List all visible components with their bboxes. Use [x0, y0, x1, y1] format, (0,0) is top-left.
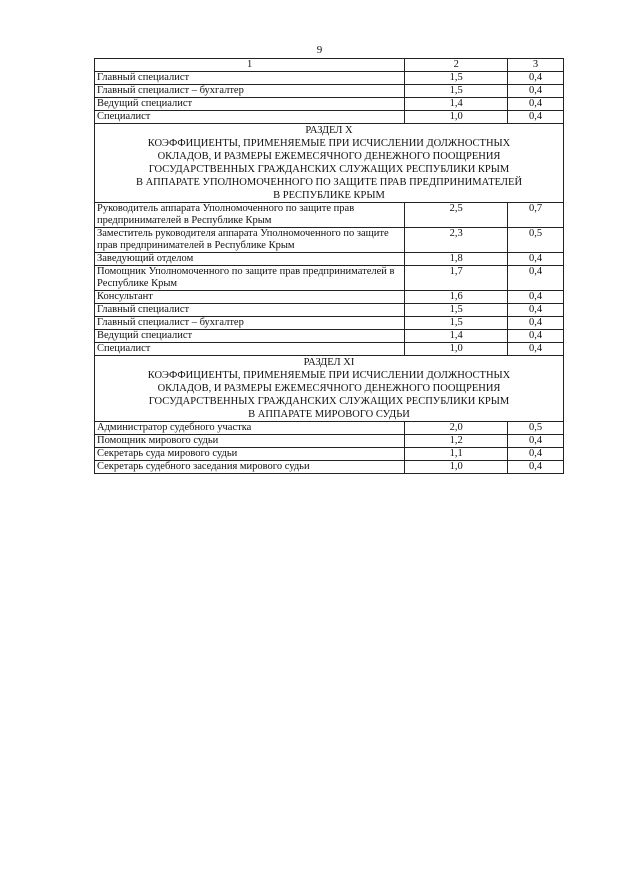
coefficient-cell: 1,0: [405, 343, 508, 356]
section-xi-header: [95, 356, 564, 422]
position-cell: Помощник мирового судьи: [95, 435, 405, 448]
table-header-row: [95, 59, 564, 72]
bonus-cell: 0,4: [508, 435, 564, 448]
coefficient-cell: 2,0: [405, 422, 508, 435]
table-row: [95, 111, 564, 124]
position-cell: Главный специалист: [95, 304, 405, 317]
table-row: [95, 304, 564, 317]
position-cell: Секретарь суда мирового судьи: [95, 448, 405, 461]
section-heading: КОЭФФИЦИЕНТЫ, ПРИМЕНЯЕМЫЕ ПРИ ИСЧИСЛЕНИИ ДОЛЖНОСТНЫХ ОКЛАДОВ, И РАЗМЕРЫ ЕЖЕМЕСЯЧНОГО ДЕНЕЖНОГО ПООЩРЕНИЯ ГОСУДАРСТВЕННЫХ ГРАЖДАНСКИХ СЛУЖАЩИХ РЕСПУБЛИКИ КРЫМ В АППАРАТЕ МИРОВОГО СУДЬИ: [147, 370, 511, 420]
section-x-header: [95, 124, 564, 203]
coefficient-cell: 1,5: [405, 304, 508, 317]
table-row: [95, 317, 564, 330]
coefficient-cell: 1,0: [405, 111, 508, 124]
bonus-cell: 0,4: [508, 461, 564, 474]
bonus-cell: 0,4: [508, 266, 564, 291]
position-cell: Помощник Уполномоченного по защите прав предпринимателей в Республике Крым: [95, 266, 405, 291]
position-cell: Ведущий специалист: [95, 98, 405, 111]
header-col-3: 3: [508, 59, 564, 72]
coefficient-cell: 1,5: [405, 317, 508, 330]
bonus-cell: 0,4: [508, 330, 564, 343]
position-cell: Специалист: [95, 111, 405, 124]
table-row: [95, 330, 564, 343]
position-cell: Главный специалист – бухгалтер: [95, 85, 405, 98]
section-title: РАЗДЕЛ X: [305, 125, 353, 136]
position-cell: Главный специалист – бухгалтер: [95, 317, 405, 330]
position-cell: Консультант: [95, 291, 405, 304]
table-row: [95, 98, 564, 111]
bonus-cell: 0,4: [508, 98, 564, 111]
position-cell: Главный специалист: [95, 72, 405, 85]
coefficient-cell: 2,3: [405, 228, 508, 253]
table-row: [95, 435, 564, 448]
coefficient-cell: 1,5: [405, 72, 508, 85]
coefficient-cell: 1,4: [405, 98, 508, 111]
position-cell: Специалист: [95, 343, 405, 356]
coefficient-cell: 1,5: [405, 85, 508, 98]
table-row: [95, 72, 564, 85]
coefficient-cell: 1,7: [405, 266, 508, 291]
bonus-cell: 0,4: [508, 317, 564, 330]
coefficient-cell: 1,1: [405, 448, 508, 461]
position-cell: Администратор судебного участка: [95, 422, 405, 435]
position-cell: Заведующий отделом: [95, 253, 405, 266]
bonus-cell: 0,4: [508, 343, 564, 356]
bonus-cell: 0,5: [508, 422, 564, 435]
table-row: [95, 461, 564, 474]
table-row: [95, 228, 564, 253]
table-row: [95, 266, 564, 291]
table-row: [95, 85, 564, 98]
bonus-cell: 0,4: [508, 291, 564, 304]
position-cell: Секретарь судебного заседания мирового судьи: [95, 461, 405, 474]
table-row: [95, 253, 564, 266]
coefficients-table: [94, 58, 564, 474]
table-row: [95, 422, 564, 435]
coefficient-cell: 1,6: [405, 291, 508, 304]
table-row: [95, 343, 564, 356]
bonus-cell: 0,5: [508, 228, 564, 253]
bonus-cell: 0,4: [508, 253, 564, 266]
table-row: [95, 448, 564, 461]
page-number: 9: [316, 44, 323, 56]
bonus-cell: 0,4: [508, 85, 564, 98]
bonus-cell: 0,4: [508, 111, 564, 124]
coefficient-cell: 1,2: [405, 435, 508, 448]
table-body: [95, 59, 564, 474]
section-heading: КОЭФФИЦИЕНТЫ, ПРИМЕНЯЕМЫЕ ПРИ ИСЧИСЛЕНИИ ДОЛЖНОСТНЫХ ОКЛАДОВ, И РАЗМЕРЫ ЕЖЕМЕСЯЧНОГО ДЕНЕЖНОГО ПООЩРЕНИЯ ГОСУДАРСТВЕННЫХ ГРАЖДАНСКИХ СЛУЖАЩИХ РЕСПУБЛИКИ КРЫМ В АППАРАТЕ УПОЛНОМОЧЕННОГО ПО ЗАЩИТЕ ПРАВ ПРЕДПРИНИМАТЕЛЕЙ В РЕСПУБЛИКЕ КРЫМ: [135, 138, 523, 201]
coefficient-cell: 1,8: [405, 253, 508, 266]
table-row: [95, 203, 564, 228]
section-title: РАЗДЕЛ XI: [303, 357, 355, 368]
bonus-cell: 0,4: [508, 304, 564, 317]
bonus-cell: 0,4: [508, 448, 564, 461]
table-row: [95, 291, 564, 304]
coefficient-cell: 1,4: [405, 330, 508, 343]
position-cell: Заместитель руководителя аппарата Уполномоченного по защите прав предпринимателей в Республике Крым: [95, 228, 405, 253]
position-cell: Руководитель аппарата Уполномоченного по защите прав предпринимателей в Республике Крым: [95, 203, 405, 228]
coefficient-cell: 2,5: [405, 203, 508, 228]
position-cell: Ведущий специалист: [95, 330, 405, 343]
coefficient-cell: 1,0: [405, 461, 508, 474]
header-col-1: 1: [95, 59, 405, 72]
bonus-cell: 0,4: [508, 72, 564, 85]
header-col-2: 2: [405, 59, 508, 72]
bonus-cell: 0,7: [508, 203, 564, 228]
